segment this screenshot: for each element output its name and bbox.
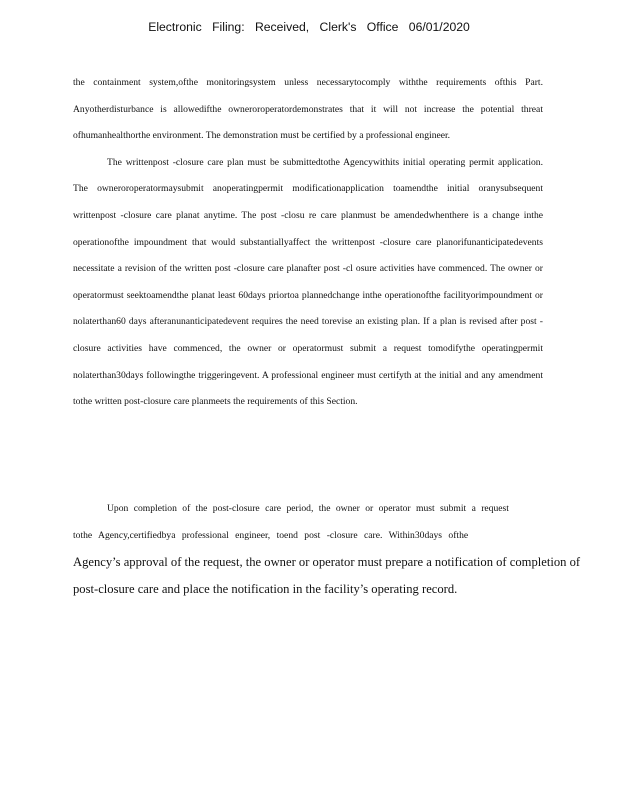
- completion-line-4: post-closure care and place the notification in the facility’s operating record.: [73, 581, 458, 596]
- paragraph-disturbance: the containment system,ofthe monitoringsystem unless necessarytocomply withthe requirements ofthis Part. Anyotherdisturbance is allowedifthe owneroroperatordemonstrates that it will not increase the potential threat ofhumanhealthorthe environment. The demonstration must be certified by a professional engineer.: [73, 77, 543, 142]
- paragraph-completion: [73, 496, 581, 602]
- completion-line-3: Agency’s approval of the request, the owner or operator must prepare a notification of completion of: [73, 555, 581, 569]
- completion-line-1: Upon completion of the post-closure care period, the owner or operator must submit a request: [107, 503, 509, 514]
- paragraph-post-closure-plan: The writtenpost -closure care plan must be submittedtothe Agencywithits initial operating permit application. The owneroroperatormaysubmit anoperatingpermit modificationapplication toamendthe initial oranysubsequent writtenpost -closure care planat anytime. The post -closu re care planmust be amendedwhenthere is a change inthe operationofthe impoundment that would substantiallyaffect the writtenpost -closure care planorifunanticipatedevents necessitate a revision of the written post -closure care planafter post -cl osure activities have commenced. The owner or operatormust seektoamendthe planat least 60days priortoa plannedchange inthe operationofthe facilityorimpoundment or nolaterthan60 days afteranunanticipatedevent requires the need torevise an existing plan. If a plan is revised after post -closure activities have commenced, the owner or operatormust submit a request tomodifythe operatingpermit nolaterthan30days followingthe triggeringevent. A professional engineer must certifyth at the initial and any amendment tothe written post-closure care planmeets the requirements of this Section.: [73, 156, 543, 408]
- document-body: [73, 70, 543, 416]
- completion-line-2: tothe Agency,certifiedbya professional engineer, toend post -closure care. Within30days ofthe: [73, 529, 469, 541]
- filing-header: Electronic Filing: Received, Clerk's Office 06/01/2020: [148, 20, 470, 34]
